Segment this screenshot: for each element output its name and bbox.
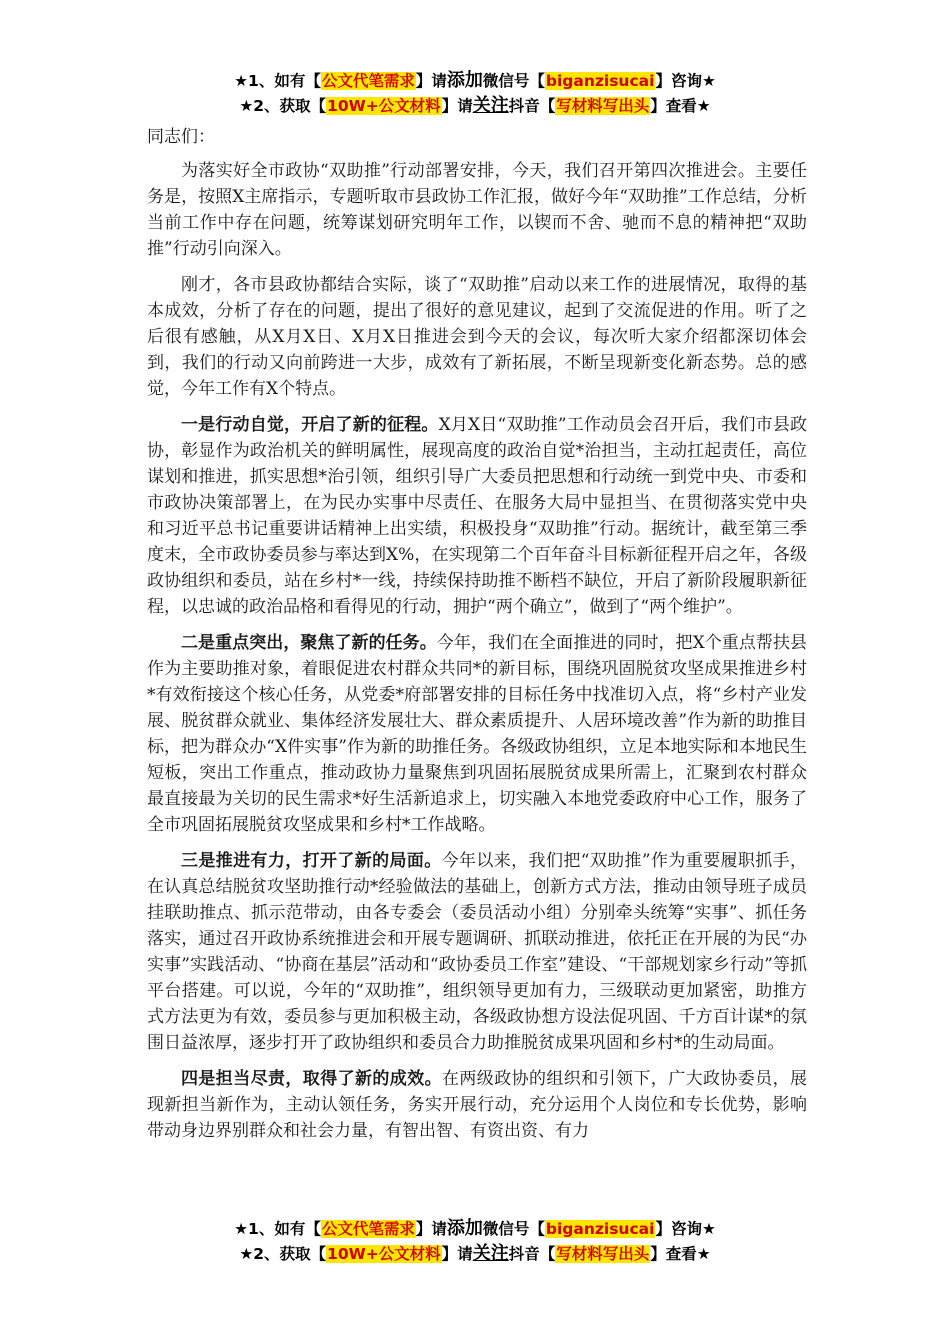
point-1-body: X月X日“双助推”工作动员会召开后，我们市县政协，彰显作为政治机关的鲜明属性，展现高度的政治自觉*治担当，主动扛起责任，高位谋划和推进，抓实思想*治引领，组织引导广大委员把思想和行动统一到党中央、市委和市政协决策部署上，在为民办实事中尽责任、在服务大局中显担当、在贯彻落实党中央和习近平总书记重要讲话精神上出实绩，积极投身“双助推”行动。据统计，截至第三季度末，全市政协委员参与率达到X%，在实现第二个百年奋斗目标新征程开启之年，各级政协组织和委员，站在乡村*一线，持续保持助推不断档不缺位，开启了新阶段履职新征程，以忠诚的政治品格和看得见的行动，拥护“两个确立”，做到了“两个维护”。: [147, 415, 807, 617]
point-4-heading: 四是担当尽责，取得了新的成效。: [181, 1069, 442, 1089]
highlight-materials: 10W+公文材料: [327, 1245, 441, 1263]
document-text-area: [147, 124, 807, 1194]
banner-text: 】请: [441, 1245, 473, 1263]
highlight-douyin: 写材料写出头: [556, 1245, 650, 1263]
banner-text: 】咨询★: [655, 72, 716, 90]
paragraph-point-1: [147, 412, 807, 620]
point-1-heading: 一是行动自觉，开启了新的征程。: [181, 415, 439, 435]
banner-emphasis: 关注: [472, 95, 509, 116]
banner-text: 】请: [415, 72, 447, 90]
banner-text: 微信号【: [482, 1220, 545, 1238]
highlight-materials: 10W+公文材料: [327, 97, 441, 115]
banner-text: 】查看★: [650, 97, 711, 115]
banner-text: 】请: [441, 97, 473, 115]
banner-text: ★2、获取【: [239, 1245, 327, 1263]
banner-text: 抖音【: [508, 1245, 556, 1263]
banner-text: 抖音【: [508, 97, 556, 115]
banner-emphasis: 关注: [472, 1243, 509, 1264]
paragraph-intro: 为落实好全市政协“双助推”行动部署安排，今天，我们召开第四次推进会。主要任务是，按照X主席指示，专题听取市县政协工作汇报，做好今年“双助推”工作总结，分析当前工作中存在问题，统筹谋划研究明年工作，以锲而不舍、驰而不息的精神把“双助推”行动引向深入。: [147, 161, 807, 259]
banner-emphasis: 添加: [446, 1218, 483, 1239]
point-3-body: 今年以来，我们把“双助推”作为重要履职抓手，在认真总结脱贫攻坚助推行动*经验做法的基础上，创新方式方法，推动由领导班子成员挂联助推点、抓示范带动，由各专委会（委员活动小组）分别牵头统筹“实事”、抓任务落实，通过召开政协系统推进会和开展专题调研、抓联动推进，依托正在开展的为民“办实事”实践活动、“协商在基层”活动和“政协委员工作室”建设、“干部规划家乡行动”等抓平台搭建。可以说，今年的“双助推”，组织领导更加有力，三级联动更加紧密，助推方式方法更为有效，委员参与更加积极主动，各级政协想方设法促巩固、千方百计谋*的氛围日益浓厚，逐步打开了政协组织和委员合力助推脱贫成果巩固和乡村*的生动局面。: [147, 851, 807, 1053]
banner-emphasis: 添加: [446, 70, 483, 91]
point-2-heading: 二是重点突出，聚焦了新的任务。: [181, 633, 437, 653]
highlight-wechat-id: biganzisucai: [545, 1220, 655, 1238]
point-4-body: 在两级政协的组织和引领下，广大政协委员，展现新担当新作为，主动认领任务，务实开展行动，充分运用个人岗位和专长优势，影响带动身边界别群众和社会力量，有智出智、有资出资、有力: [147, 1069, 807, 1141]
banner-text: 】咨询★: [655, 1220, 716, 1238]
point-2-body: 今年，我们在全面推进的同时，把X个重点帮扶县作为主要助推对象，着眼促进农村群众共同*的新目标，围绕巩固脱贫攻坚成果推进乡村*有效衔接这个核心任务，从党委*府部署安排的目标任务中找准切入点，将“乡村产业发展、脱贫群众就业、集体经济发展壮大、群众素质提升、人居环境改善”作为新的助推目标，把为群众办“X件实事”作为新的助推任务。各级政协组织，立足本地实际和本地民生短板，突出工作重点，推动政协力量聚焦到巩固拓展脱贫成果所需上，汇聚到农村群众最直接最为关切的民生需求*好生活新追求上，切实融入本地党委政府中心工作，服务了全市巩固拓展脱贫攻坚成果和乡村*工作战略。: [147, 633, 807, 835]
bottom-ad-banner-line-2: [0, 1243, 950, 1265]
banner-text: 】查看★: [650, 1245, 711, 1263]
highlight-service: 公文代笔需求: [321, 1220, 415, 1238]
banner-text: 微信号【: [482, 72, 545, 90]
point-3-heading: 三是推进有力，打开了新的局面。: [181, 851, 442, 871]
highlight-wechat-id: biganzisucai: [545, 72, 655, 90]
highlight-douyin: 写材料写出头: [556, 97, 650, 115]
banner-text: ★1、如有【: [234, 1220, 321, 1238]
greeting: 同志们：: [147, 127, 215, 147]
banner-text: ★1、如有【: [234, 72, 321, 90]
bottom-ad-banner-line-1: [0, 1218, 950, 1240]
highlight-service: 公文代笔需求: [321, 72, 415, 90]
banner-text: 】请: [415, 1220, 447, 1238]
document-body: [147, 124, 807, 1194]
paragraph-point-2: [147, 630, 807, 838]
paragraph-overview: 刚才，各市县政协都结合实际，谈了“双助推”启动以来工作的进展情况，取得的基本成效，分析了存在的问题，提出了很好的意见建议，起到了交流促进的作用。听了之后很有感触，从X月X日、X月X日推进会到今天的会议，每次听大家介绍都深切体会到，我们的行动又向前跨进一大步，成效有了新拓展，不断呈现新变化新态势。总的感觉，今年工作有X个特点。: [147, 275, 807, 399]
paragraph-point-3: [147, 848, 807, 1056]
paragraph-point-4: [147, 1066, 807, 1144]
top-ad-banner-line-1: [0, 70, 950, 92]
top-ad-banner-line-2: [0, 95, 950, 117]
banner-text: ★2、获取【: [239, 97, 327, 115]
